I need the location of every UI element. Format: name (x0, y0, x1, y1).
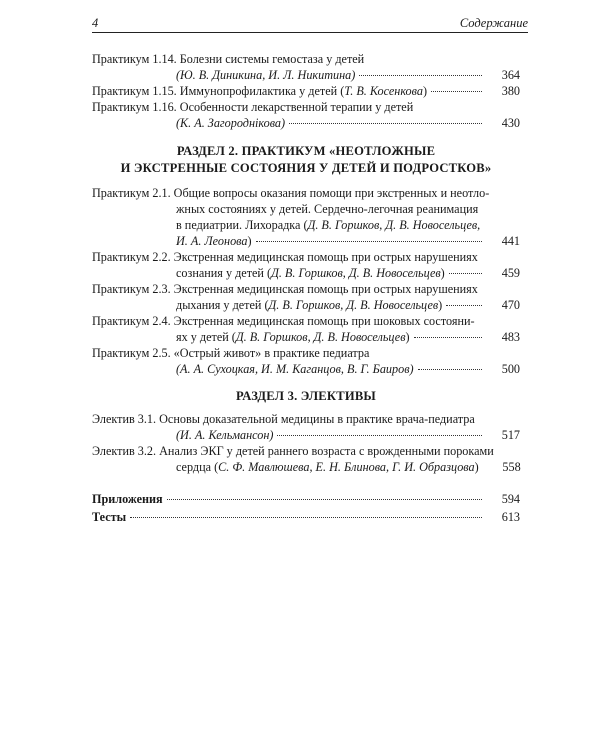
toc-entry-1-14-line1: Практикум 1.14. Болезни системы гемостаза у детей (92, 52, 365, 66)
toc-entry-2-1-line1: Практикум 2.1. Общие вопросы оказания помощи при экстренных и неотло- (92, 186, 490, 200)
page-ref: 594 (501, 492, 520, 506)
toc-entry-1-16-line1: Практикум 1.16. Особенности лекарственной терапии у детей (92, 100, 414, 114)
page-ref: 483 (501, 330, 520, 344)
leader-dots (414, 337, 482, 338)
toc-entry-2-3-line2[interactable]: дыхания у детей (Д. В. Горшков, Д. В. Новосельцев) 470 (176, 298, 520, 312)
toc-entry-2-2-line2[interactable]: сознания у детей (Д. В. Горшков, Д. В. Новосельцев) 459 (176, 266, 520, 280)
page-ref: 430 (501, 116, 520, 130)
section-2-heading-line2: И ЭКСТРЕННЫЕ СОСТОЯНИЯ У ДЕТЕЙ И ПОДРОСТКОВ» (120, 161, 492, 175)
toc-entry-2-1-line4[interactable]: И. А. Леонова) 441 (176, 234, 520, 248)
page-ref: 500 (501, 362, 520, 376)
page-ref: 459 (501, 266, 520, 280)
toc-entry-3-1-line1: Электив 3.1. Основы доказательной медицины в практике врача-педиатра (92, 412, 475, 426)
leader-dots (359, 75, 482, 76)
toc-entry-1-14-line2[interactable]: (Ю. В. Диникина, И. Л. Никитина) 364 (176, 68, 520, 82)
page-ref: 517 (501, 428, 520, 442)
leader-dots (418, 369, 482, 370)
toc-entry-3-1-line2[interactable]: (И. А. Кельмансон) 517 (176, 428, 520, 442)
toc-entry-3-2-line1: Электив 3.2. Анализ ЭКГ у детей раннего возраста с врожденными пороками (92, 444, 494, 458)
toc-entry-1-16-line2[interactable]: (К. А. Загороднікова) 430 (176, 116, 520, 130)
leader-dots (449, 273, 482, 274)
page-ref: 613 (501, 510, 520, 524)
toc-entry-appendix[interactable]: Приложения 594 (92, 492, 520, 506)
leader-dots (167, 499, 482, 500)
toc-entry-2-5-line2[interactable]: (А. А. Сухоцкая, И. М. Каганцов, В. Г. Баиров) 500 (176, 362, 520, 376)
running-header (92, 14, 528, 33)
page-ref: 364 (501, 68, 520, 82)
page-ref: 441 (501, 234, 520, 248)
page-ref: 558 (502, 460, 521, 474)
page-number: 4 (92, 16, 99, 30)
page-ref: 470 (501, 298, 520, 312)
toc-entry-1-15[interactable]: Практикум 1.15. Иммунопрофилактика у детей (Т. В. Косенкова) 380 (92, 84, 520, 98)
page-ref: 380 (501, 84, 520, 98)
leader-dots (431, 91, 482, 92)
leader-dots (256, 241, 482, 242)
leader-dots (446, 305, 482, 306)
toc-entry-3-2-line2[interactable]: сердца (С. Ф. Мавлюшева, Е. Н. Блинова, Г. И. Образцова) 558 (176, 460, 521, 474)
section-title: Содержание (459, 16, 528, 30)
toc-entry-2-1-line2: жных состояниях у детей. Сердечно-легочная реанимация (176, 202, 479, 216)
section-2-heading-line1: РАЗДЕЛ 2. ПРАКТИКУМ «НЕОТЛОЖНЫЕ (176, 144, 436, 158)
toc-entry-2-2-line1: Практикум 2.2. Экстренная медицинская помощь при острых нарушениях (92, 250, 478, 264)
toc-entry-2-4-line1: Практикум 2.4. Экстренная медицинская помощь при шоковых состояни- (92, 314, 475, 328)
section-3-heading: РАЗДЕЛ 3. ЭЛЕКТИВЫ (236, 389, 376, 403)
toc-entry-2-1-line3: в педиатрии. Лихорадка (Д. В. Горшков, Д. В. Новосельцев, (176, 218, 481, 232)
toc-entry-2-3-line1: Практикум 2.3. Экстренная медицинская помощь при острых нарушениях (92, 282, 478, 296)
toc-entry-tests[interactable]: Тесты 613 (92, 510, 520, 524)
leader-dots (289, 123, 482, 124)
toc-entry-2-5-line1: Практикум 2.5. «Острый живот» в практике педиатра (92, 346, 370, 360)
leader-dots (130, 517, 482, 518)
leader-dots (277, 435, 482, 436)
toc-entry-2-4-line2[interactable]: ях у детей (Д. В. Горшков, Д. В. Новосельцев) 483 (176, 330, 520, 344)
